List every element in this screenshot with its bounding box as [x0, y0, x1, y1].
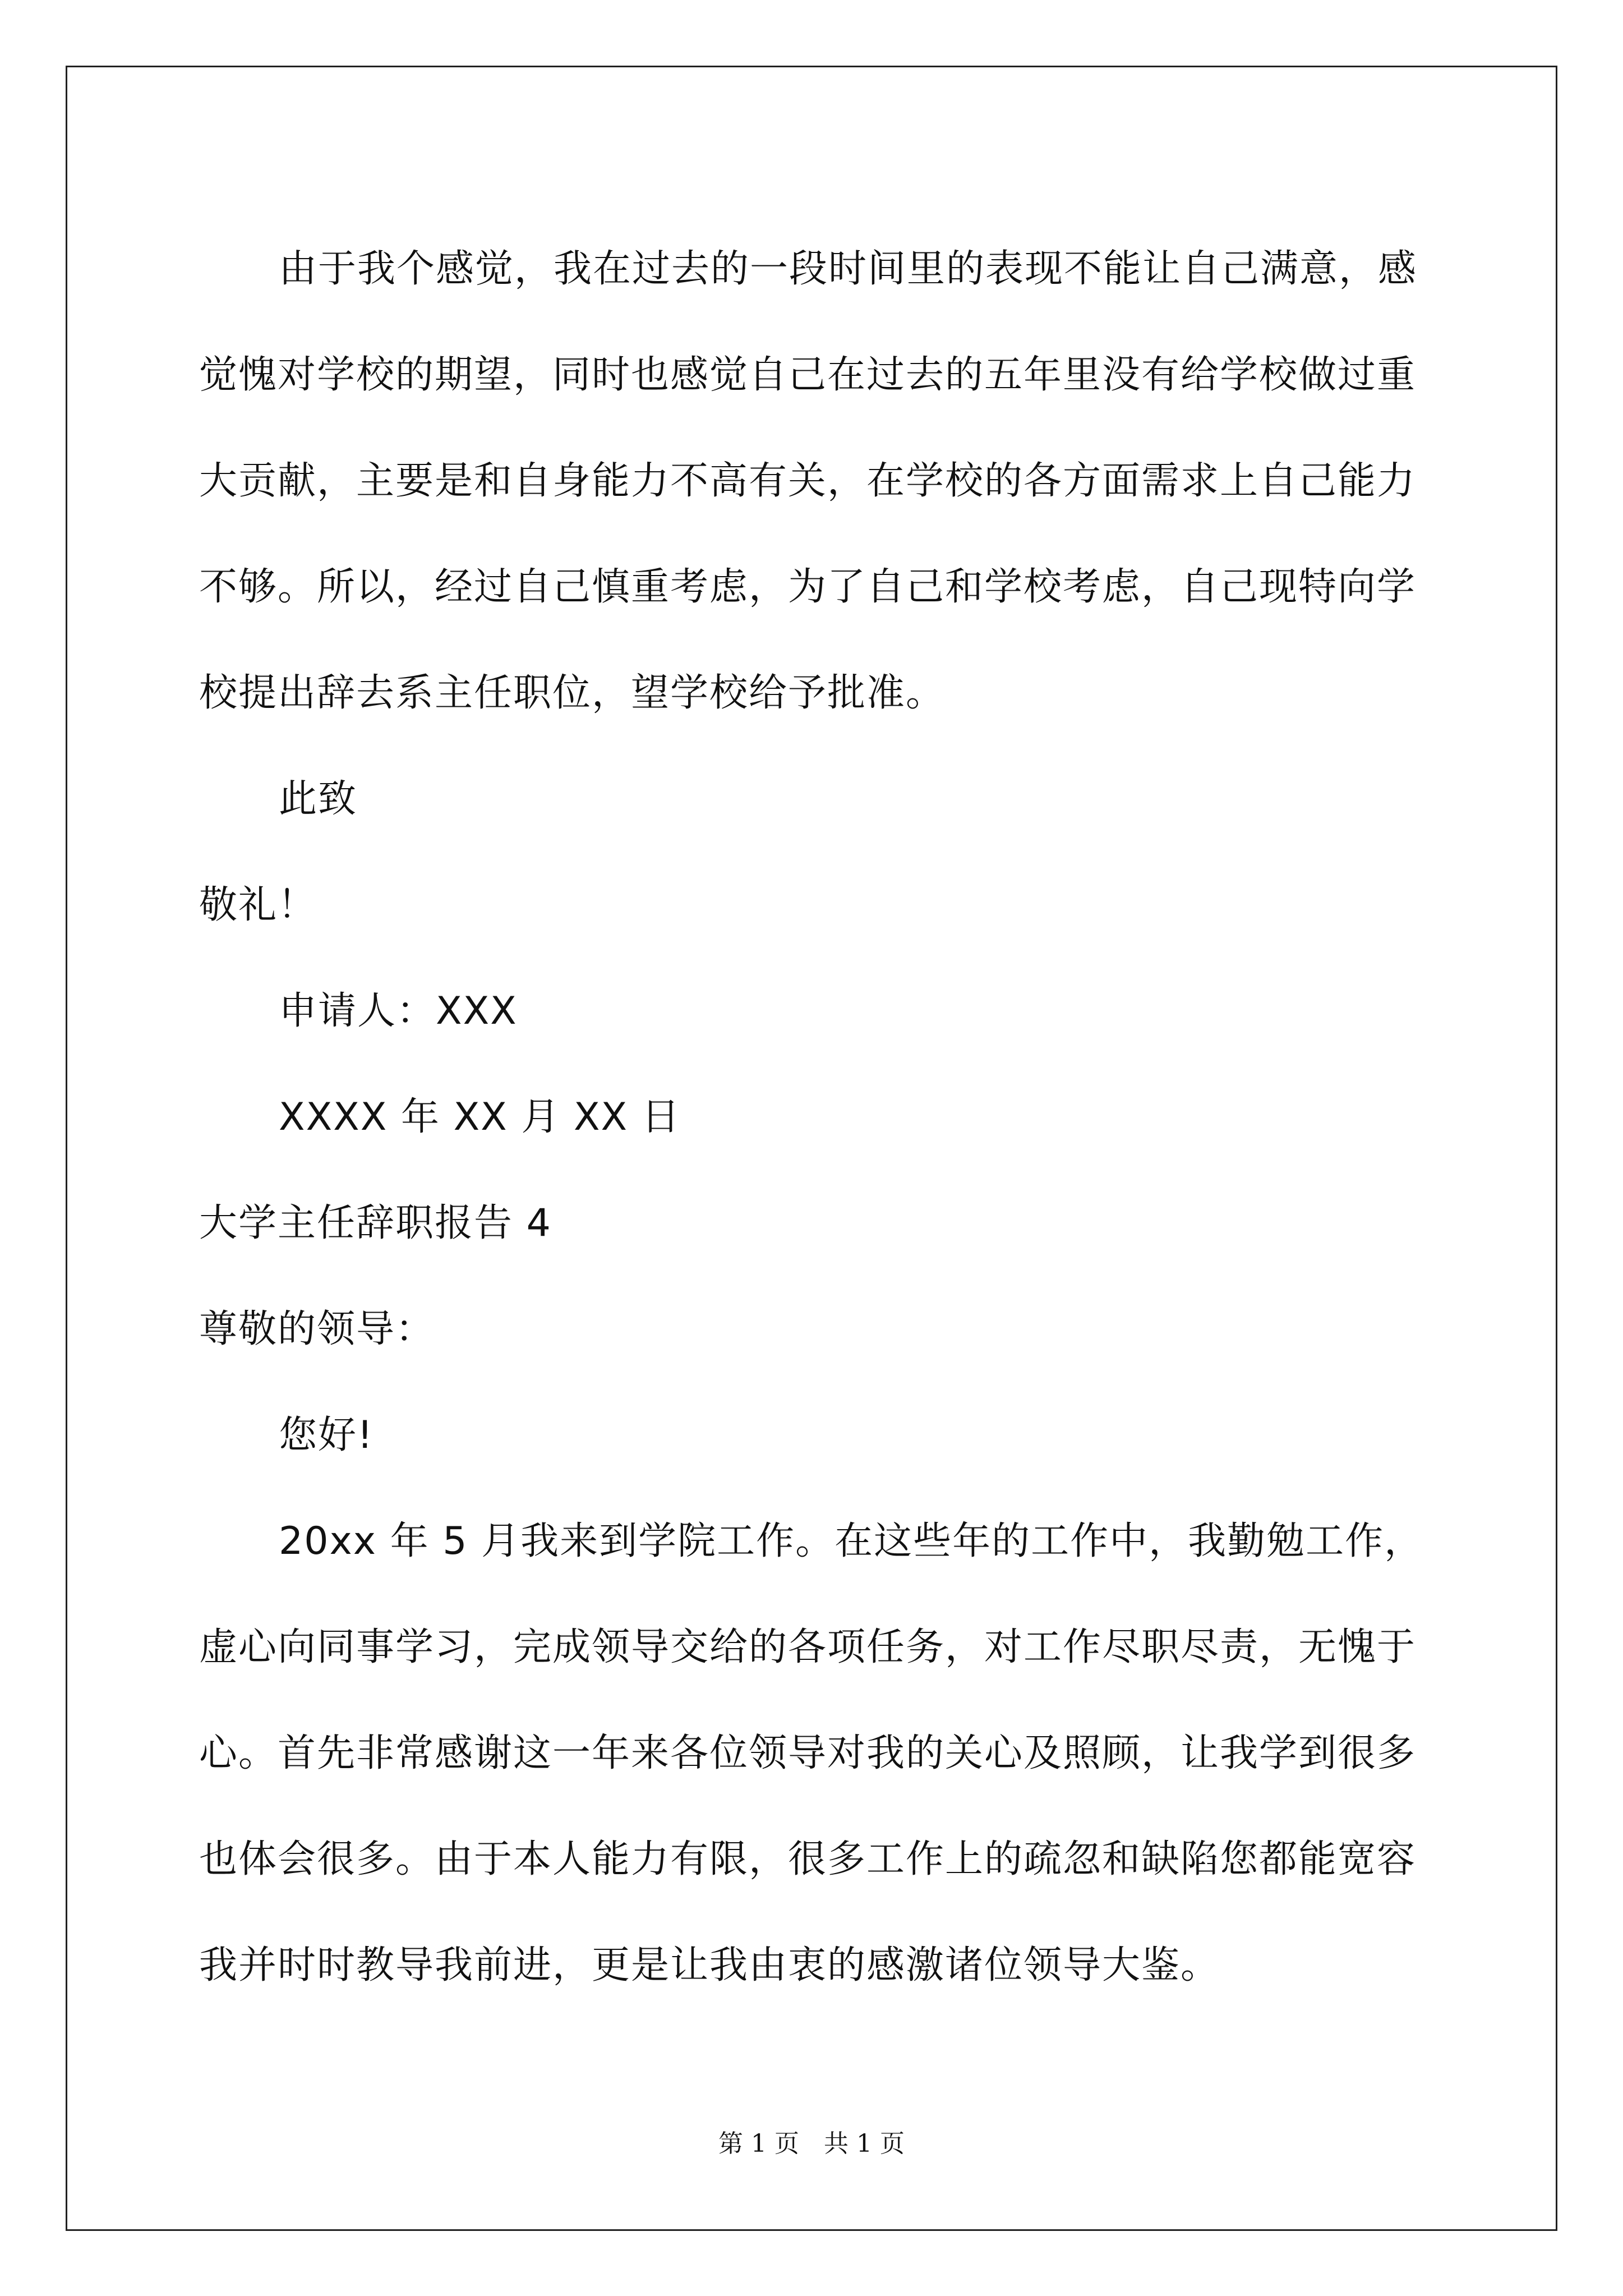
closing-respect: 敬礼！ [199, 883, 317, 927]
applicant-line: 申请人：XXX [279, 989, 518, 1033]
paragraph-self-assessment: 由于我个感觉，我在过去的一段时间里的表现不能让自己满意，感觉愧对学校的期望，同时也感觉自己在过去的五年里没有给学校做过重大贡献，主要是和自身能力不高有关，在学校的各方面需求上自己能力不够。所以，经过自己慎重考虑，为了自己和学校考虑，自己现特向学校提出辞去系主任职位，望学校给予批准。 [199, 247, 1418, 715]
page-footer: 第 1 页 共 1 页 [718, 2129, 905, 2158]
greeting-line: 尊敬的领导： [199, 1307, 435, 1351]
document-body [199, 216, 1453, 2018]
date-line: XXXX 年 XX 月 XX 日 [279, 1095, 681, 1139]
section-title: 大学主任辞职报告 4 [199, 1201, 552, 1245]
closing-salutation: 此致 [279, 777, 358, 821]
paragraph-work-history: 20xx 年 5 月我来到学院工作。在这些年的工作中，我勤勉工作，虚心向同事学习，完成领导交给的各项任务，对工作尽职尽责，无愧于心。首先非常感谢这一年来各位领导对我的关心及照顾，让我学到很多也体会很多。由于本人能力有限，很多工作上的疏忽和缺陷您都能宽容我并时时教导我前进，更是让我由衷的感激诸位领导大鉴。 [199, 1519, 1424, 1987]
hello-line: 您好! [279, 1413, 374, 1457]
